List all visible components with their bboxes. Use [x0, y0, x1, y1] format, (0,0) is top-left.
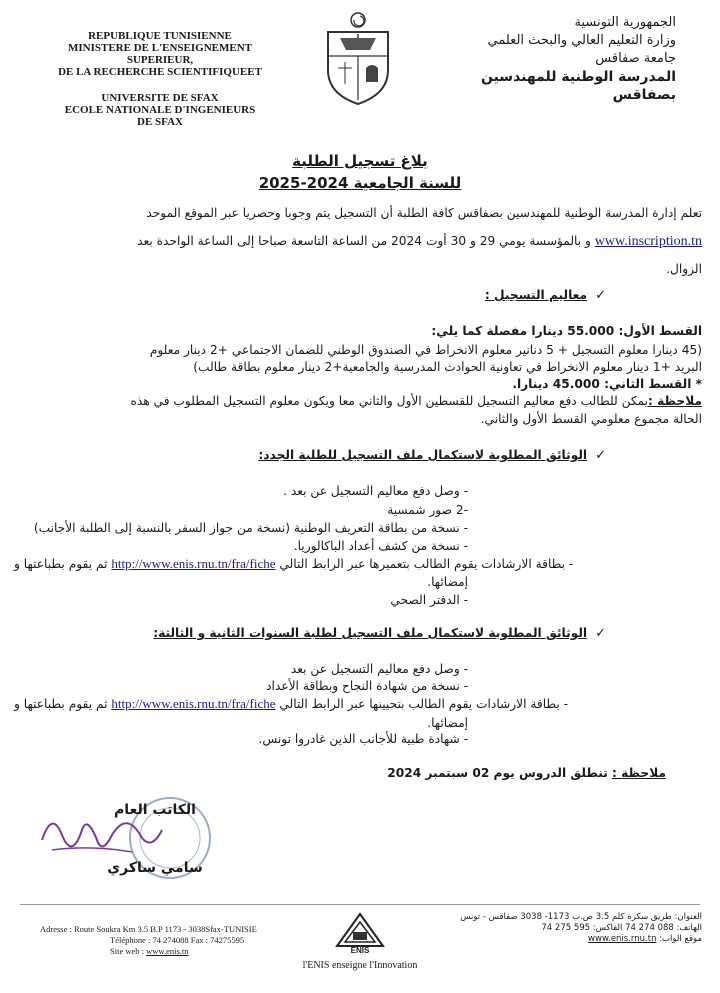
header-fr-ministry: MINISTERE DE L'ENSEIGNEMENT SUPERIEUR, [68, 42, 252, 66]
docs-new-form-text2: ثم يقوم بطباعتها و [14, 557, 108, 571]
header-fr-city: DE SFAX [137, 116, 183, 128]
header-ar-school: المدرسة الوطنية للمهندسين بصفاقس [480, 69, 676, 103]
final-note-label: ملاحظة : [612, 766, 666, 780]
docs-old-sign: إمضائها. [427, 716, 468, 730]
signature-name: سامي ساكري [107, 860, 203, 876]
docs-old-form-link[interactable]: http://www.enis.rnu.tn/fra/fiche [111, 696, 276, 711]
footer-ar-web [452, 934, 702, 945]
footer-fr-web-link[interactable]: www.enis.tn [146, 946, 189, 956]
fees-detail-line1: (45 دينارا معلوم التسجيل + 5 دنانير معلوم الانخراط في الصندوق الوطني للضمان الاجتماعي +2 دينار معلوم [149, 343, 702, 357]
footer-ar-web-link[interactable]: www.enis.rnu.tn [588, 934, 657, 944]
docs-old-item: - شهادة طبية للأجانب الذين غادروا تونس. [258, 732, 468, 746]
fees-second-installment: * القسط الثاني: 45.000 دينارا. [512, 377, 702, 391]
docs-new-item: -2 صور شمسية [387, 503, 468, 517]
fees-first-installment: القسط الأول: 55.000 دينارا مفصلة كما يلي: [431, 324, 702, 338]
docs-new-item: - نسخة من كشف أعداد الباكالوريا. [293, 539, 468, 553]
docs-old-form-text: - بطاقة الارشادات يقوم الطالب بتحيينها عبر الرابط التالي [279, 697, 569, 711]
docs-new-heading [258, 446, 606, 465]
docs-old-heading [153, 624, 606, 643]
intro-line2 [12, 232, 702, 251]
fees-note-label: ملاحظة : [648, 394, 702, 408]
docs-old-form-text2: ثم يقوم بطباعتها و [14, 697, 108, 711]
final-note-text: تنطلق الدروس يوم 02 سبتمبر 2024 [387, 766, 608, 780]
footer-slogan: l'ENIS enseigne l'Innovation [302, 960, 418, 971]
intro-line1: تعلم إدارة المدرسة الوطنية للمهندسين بصفاقس كافة الطلبة أن التسجيل يتم وجوبا وحصريا عبر الموقع الموحد [146, 206, 702, 220]
tunisia-emblem [316, 8, 400, 108]
docs-new-item: - وصل دفع معاليم التسجيل عن بعد . [283, 484, 468, 498]
header-fr-republic: REPUBLIQUE TUNISIENNE [88, 30, 232, 42]
fees-detail-line2: البريد +1 دينار معلوم الانخراط في تعاونية الحوادث المدرسية والجامعية+2 دينار معلوم بطاقة طالب) [193, 360, 702, 374]
footer-ar-phone: الهاتف: 088 274 74 الفاكس: 595 275 74 [541, 923, 702, 933]
intro-line3: الزوال. [666, 262, 702, 276]
footer-fr-address: Adresse : Route Soukra Km 3.5 B.P 1173 - 3038Sfax-TUNISIE [40, 924, 257, 934]
header-french [40, 30, 280, 128]
docs-new-heading-text: الوثائق المطلوبة لاستكمال ملف التسجيل للطلبة الجدد: [258, 448, 588, 462]
header-ar-republic: الجمهورية التونسية [574, 15, 676, 30]
final-note [387, 764, 666, 783]
header-arabic [416, 14, 676, 104]
header-fr-school: ECOLE NATIONALE D'INGENIEURS [64, 104, 256, 116]
docs-old-form-line [14, 694, 704, 714]
footer-fr-web-label: Site web : [110, 946, 144, 956]
docs-new-form-line [14, 554, 704, 574]
enis-logo-text: ENIS [350, 946, 370, 955]
check-icon: ✓ [595, 288, 606, 303]
footer-arabic [452, 912, 702, 945]
footer-divider [20, 904, 700, 905]
docs-new-item: - نسخة من بطاقة التعريف الوطنية (نسخة من جواز السفر بالنسبة إلى الطلبة الأجانب) [33, 521, 468, 535]
header-ar-university: جامعة صفاقس [595, 51, 676, 66]
docs-new-form-link[interactable]: http://www.enis.rnu.tn/fra/fiche [111, 556, 276, 571]
docs-old-heading-text: الوثائق المطلوبة لاستكمال ملف التسجيل لطلبة السنوات الثانية و الثالثة: [153, 626, 588, 640]
fees-note-text: يمكن للطالب دفع معاليم التسجيل للقسطين الأول والثاني معا ويكون معلوم التسجيل المطلوب في هذه [130, 394, 649, 408]
fees-note-line1 [130, 392, 702, 411]
docs-old-item: - وصل دفع معاليم التسجيل عن بعد [290, 662, 468, 676]
header-fr-university: UNIVERSITE DE SFAX [101, 92, 219, 104]
document-title [0, 150, 720, 194]
title-line2: للسنة الجامعية 2024-2025 [258, 174, 462, 192]
signature-title: الكاتب العام [114, 802, 196, 818]
footer-french [40, 924, 280, 957]
footer-ar-web-label: موقع الواب: [659, 934, 702, 944]
fees-heading [485, 286, 606, 305]
docs-old-item: - نسخة من شهادة النجاح وبطاقة الأعداد [266, 679, 468, 693]
footer-ar-address: العنوان: طريق سكرة كلم 3.5 ص.ب 1173- 3038 صفاقس - تونس [460, 912, 702, 922]
intro-dates: و بالمؤسسة يومي 29 و 30 أوت 2024 من الساعة التاسعة صباحا إلى الساعة الواحدة بعد [137, 234, 591, 248]
check-icon: ✓ [595, 626, 606, 641]
fees-note-line2: الحالة مجموع معلومي القسط الأول والثاني. [480, 412, 702, 426]
intro-url[interactable]: www.inscription.tn [594, 234, 702, 249]
check-icon: ✓ [595, 448, 606, 463]
footer-fr-web [40, 946, 280, 957]
header-ar-ministry: وزارة التعليم العالي والبحث العلمي [487, 33, 676, 48]
footer-fr-phone: Téléphone : 74 274088 Fax : 74275595 [110, 935, 245, 945]
header-fr-research: DE LA RECHERCHE SCIENTIFIQUEET [58, 66, 262, 78]
docs-new-item: - الدفتر الصحي [390, 593, 468, 607]
docs-new-form-text: - بطاقة الارشادات يقوم الطالب بتعميرها عبر الرابط التالي [279, 557, 574, 571]
fees-heading-text: معاليم التسجيل : [484, 288, 588, 302]
docs-new-sign: إمضائها. [427, 575, 468, 589]
title-line1: بلاغ تسجيل الطلبة [292, 152, 428, 170]
